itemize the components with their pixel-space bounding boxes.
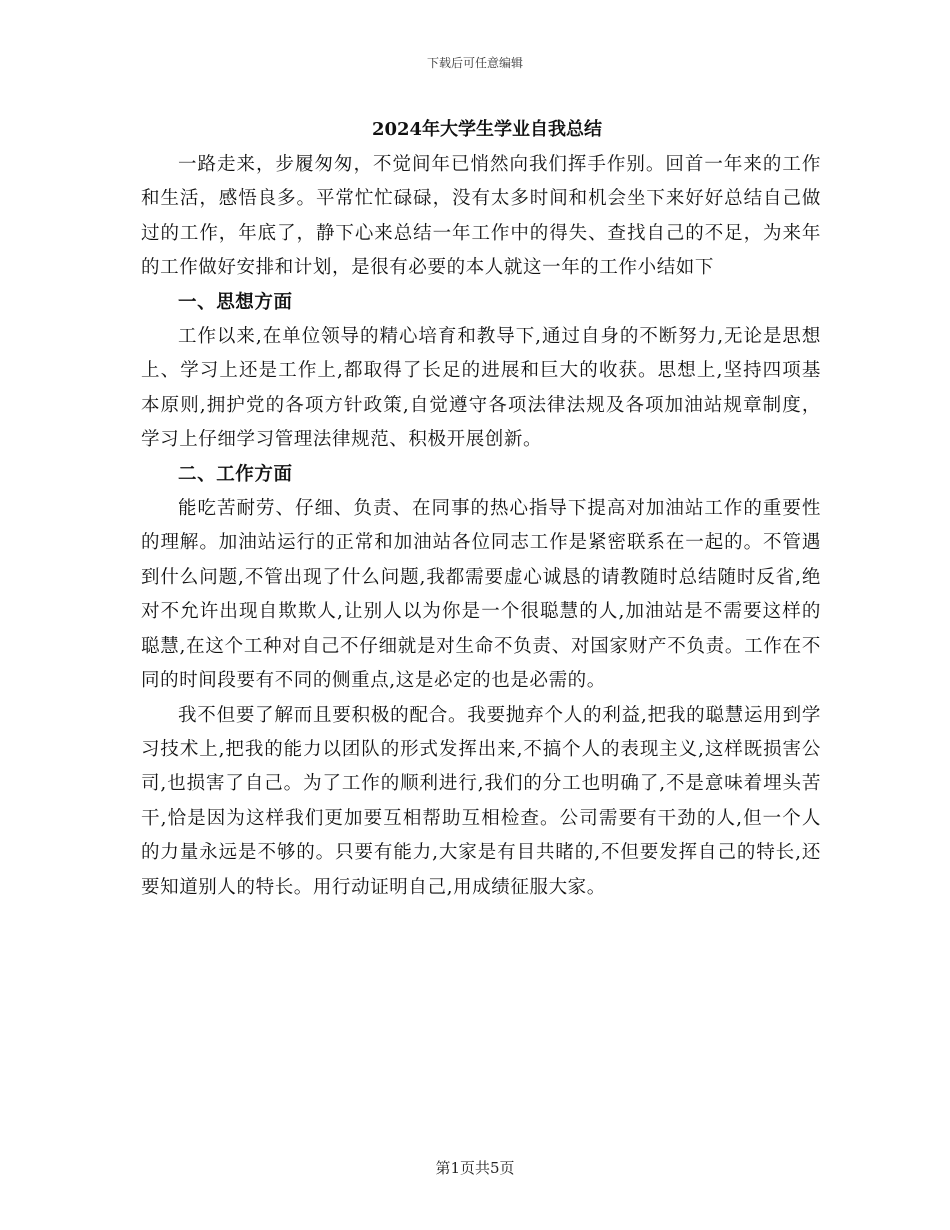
section-heading-work: 二、工作方面 [178,463,293,485]
document-body [141,112,821,905]
section-work-paragraph-2: 我不但要了解而且要积极的配合。我要抛弃个人的利益,把我的聪慧运用到学习技术上,把我的能力以团队的形式发挥出来,不搞个人的表现主义,这样既损害公司,也损害了自己。为了工作的顺利进行,我们的分工也明确了,不是意味着埋头苦干,恰是因为这样我们更加要互相帮助互相检查。公司需要有干劲的人,但一个人的力量永远是不够的。只要有能力,大家是有目共睹的,不但要发挥自己的特长,还要知道别人的特长。用行动证明自己,用成绩征服大家。 [141,704,821,898]
section-heading-thought: 一、思想方面 [178,291,293,313]
page-number: 第1页共5页 [435,1159,515,1177]
section-work-paragraph-1: 能吃苦耐劳、仔细、负责、在同事的热心指导下提高对加油站工作的重要性的理解。加油站运行的正常和加油站各位同志工作是紧密联系在一起的。不管遇到什么问题,不管出现了什么问题,我都需要虚心诚恳的请教随时总结随时反省,绝对不允许出现自欺欺人,让别人以为你是一个很聪慧的人,加油站是不需要这样的聪慧,在这个工种对自己不仔细就是对生命不负责、对国家财产不负责。工作在不同的时间段要有不同的侧重点,这是必定的也是必需的。 [141,498,821,692]
section-thought-paragraph: 工作以来,在单位领导的精心培育和教导下,通过自身的不断努力,无论是思想上、学习上还是工作上,都取得了长足的进展和巨大的收获。思想上,坚持四项基本原则,拥护党的各项方针政策,自觉遵守各项法律法规及各项加油站规章制度，学习上仔细学习管理法律规范、积极开展创新。 [141,326,821,451]
intro-paragraph: 一路走来，步履匆匆，不觉间年已悄然向我们挥手作别。回首一年来的工作和生活，感悟良多。平常忙忙碌碌，没有太多时间和机会坐下来好好总结自己做过的工作，年底了，静下心来总结一年工作中的得失、查找自己的不足，为来年的工作做好安排和计划，是很有必要的本人就这一年的工作小结如下 [141,154,821,279]
document-title: 2024年大学生学业自我总结 [371,119,603,140]
page-header-note: 下载后可任意编辑 [426,56,523,70]
